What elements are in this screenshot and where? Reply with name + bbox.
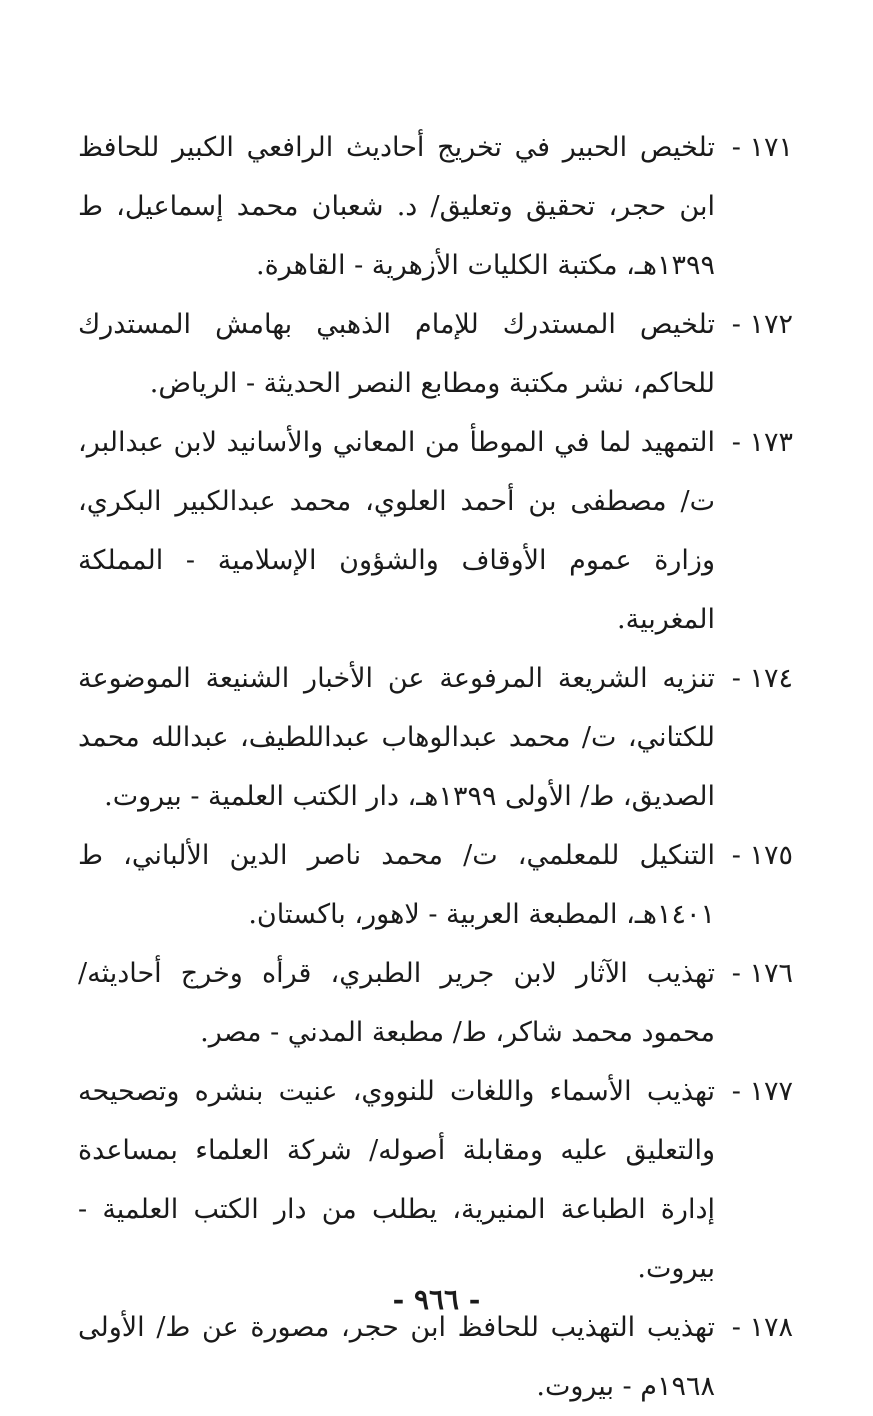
bibliography-entry <box>78 118 793 295</box>
entry-number: ١٧٣ - <box>731 427 793 458</box>
entry-text: التنكيل للمعلمي، ت/ محمد ناصر الدين الألباني، ط ١٤٠١هـ، المطبعة العربية - لاهور، باكستان. <box>78 840 715 930</box>
entry-text: تلخيص الحبير في تخريج أحاديث الرافعي الكبير للحافظ ابن حجر، تحقيق وتعليق/ د. شعبان محمد إسماعيل، ط ١٣٩٩هـ، مكتبة الكليات الأزهرية - القاهرة. <box>78 132 715 281</box>
entry-text: تلخيص المستدرك للإمام الذهبي بهامش المستدرك للحاكم، نشر مكتبة ومطابع النصر الحديثة - الرياض. <box>78 309 715 399</box>
entry-number: ١٧٥ - <box>731 840 793 871</box>
entry-number: ١٧٤ - <box>731 663 793 694</box>
entry-number: ١٧٧ - <box>731 1076 793 1107</box>
entry-text: التمهيد لما في الموطأ من المعاني والأسانيد لابن عبدالبر، ت/ مصطفى بن أحمد العلوي، محمد عبدالكبير البكري، وزارة عموم الأوقاف والشؤون الإسلامية - المملكة المغربية. <box>78 427 715 635</box>
bibliography-entry <box>78 295 793 413</box>
entry-text: تهذيب الأسماء واللغات للنووي، عنيت بنشره وتصحيحه والتعليق عليه ومقابلة أصوله/ شركة العلماء بمساعدة إدارة الطباعة المنيرية، يطلب من دار الكتب العلمية - بيروت. <box>78 1076 715 1284</box>
bibliography-entry <box>78 826 793 944</box>
bibliography-entry <box>78 1062 793 1298</box>
bibliography-entry <box>78 649 793 826</box>
bibliography-entry <box>78 413 793 649</box>
bibliography-list <box>78 118 793 1416</box>
entry-number: ١٧٢ - <box>731 309 793 340</box>
bibliography-entry <box>78 944 793 1062</box>
entry-text: تهذيب الآثار لابن جرير الطبري، قرأه وخرج أحاديثه/ محمود محمد شاكر، ط/ مطبعة المدني - مصر. <box>78 958 715 1048</box>
entry-text: تهذيب التهذيب للحافظ ابن حجر، مصورة عن ط/ الأولى ١٩٦٨م - بيروت. <box>78 1312 715 1402</box>
entry-number: ١٧١ - <box>731 132 793 163</box>
entry-number: ١٧٦ - <box>731 958 793 989</box>
entry-number: ١٧٨ - <box>731 1312 793 1343</box>
entry-text: تنزيه الشريعة المرفوعة عن الأخبار الشنيعة الموضوعة للكتاني، ت/ محمد عبدالوهاب عبداللطيف، عبدالله محمد الصديق، ط/ الأولى ١٣٩٩هـ، دار الكتب العلمية - بيروت. <box>78 663 715 812</box>
page-number: - ٩٦٦ - <box>392 1283 481 1316</box>
